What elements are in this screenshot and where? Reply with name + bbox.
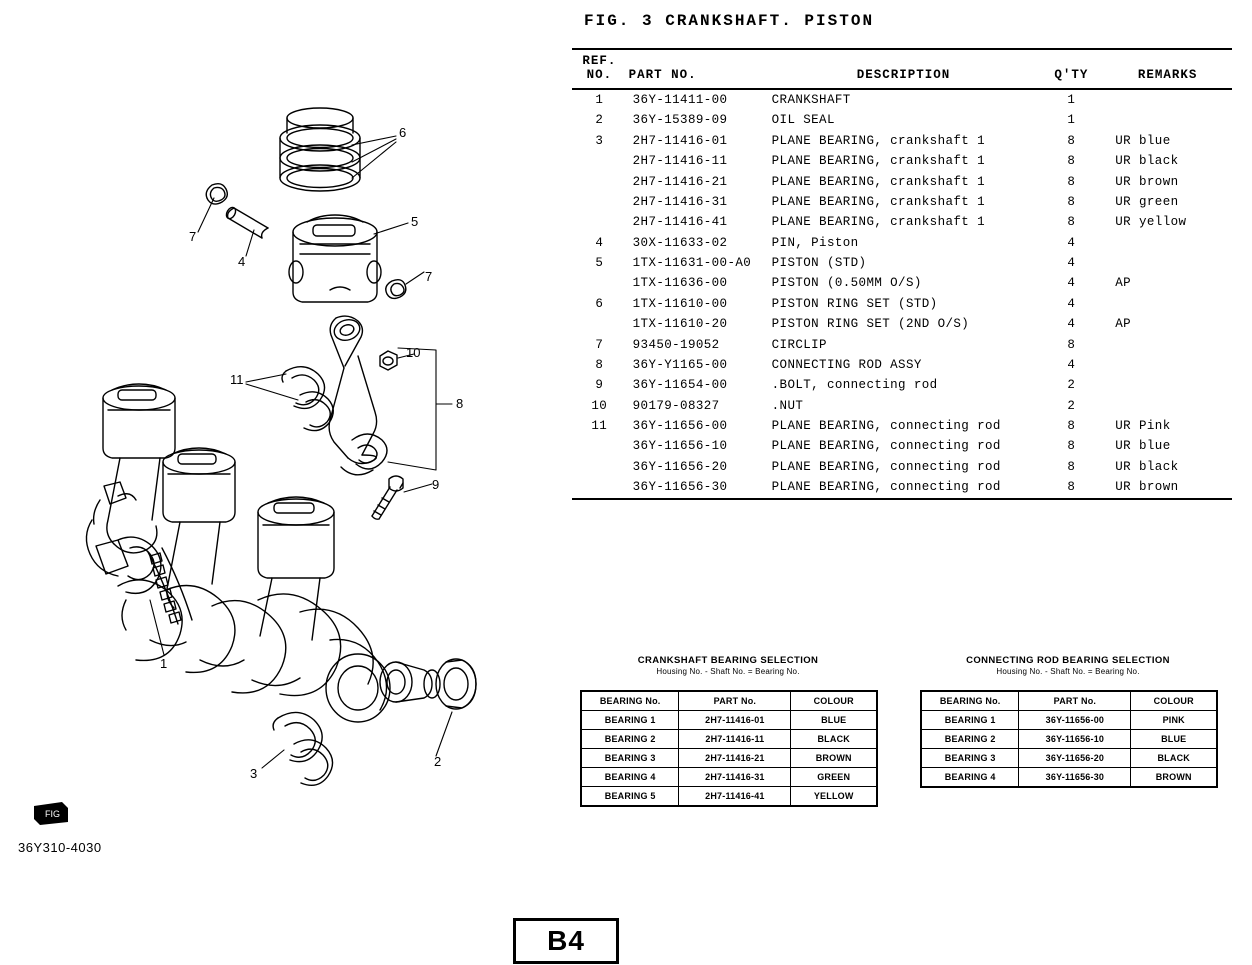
cell-remarks: UR brown bbox=[1115, 174, 1179, 189]
table-row bbox=[572, 375, 1232, 395]
crank-selection-caption bbox=[580, 655, 876, 676]
table-row bbox=[572, 335, 1232, 355]
cell-ref-no: 1 bbox=[595, 93, 604, 107]
cell-qty: 4 bbox=[1067, 235, 1076, 250]
callout-11: 11 bbox=[230, 372, 244, 387]
rod-selection-row bbox=[922, 768, 1217, 787]
callout-9: 9 bbox=[432, 477, 440, 492]
connecting-rod-bearing-drawing bbox=[282, 367, 333, 431]
cell-ref-no: 11 bbox=[591, 419, 608, 433]
callout-5: 5 bbox=[411, 214, 419, 229]
crank-selection-row bbox=[582, 730, 877, 749]
callout-8: 8 bbox=[456, 396, 464, 411]
cell-ref-no: 6 bbox=[595, 296, 604, 311]
rod-selection-cell-col: BLUE bbox=[1131, 730, 1217, 749]
cell-remarks: UR Pink bbox=[1115, 419, 1171, 433]
crank-selection-cell-pno: 2H7-11416-31 bbox=[679, 768, 791, 787]
cell-description: CRANKSHAFT bbox=[771, 93, 851, 107]
table-row bbox=[572, 172, 1232, 192]
cell-qty: 4 bbox=[1067, 256, 1076, 270]
piston-ring-set-drawing bbox=[280, 108, 360, 191]
crank-selection-cell-col: BLUE bbox=[791, 711, 877, 730]
callout-7a: 7 bbox=[189, 229, 197, 244]
crank-col-part-no: PART No. bbox=[679, 692, 791, 711]
cell-ref-no bbox=[572, 273, 627, 293]
crank-selection-cell-bno: BEARING 1 bbox=[582, 711, 679, 730]
crank-selection-cell-bno: BEARING 4 bbox=[582, 768, 679, 787]
cell-ref-no bbox=[572, 314, 627, 334]
column-header-remarks: REMARKS bbox=[1103, 49, 1232, 89]
rod-selection-cell-bno: BEARING 3 bbox=[922, 749, 1019, 768]
crank-selection-cell-pno: 2H7-11416-11 bbox=[679, 730, 791, 749]
table-row bbox=[572, 477, 1232, 498]
rod-selection-cell-bno: BEARING 4 bbox=[922, 768, 1019, 787]
crank-selection-row bbox=[582, 787, 877, 806]
cell-description: PLANE BEARING, connecting rod bbox=[771, 480, 1001, 495]
rod-selection-table bbox=[921, 691, 1217, 787]
cell-description: .BOLT, connecting rod bbox=[771, 378, 938, 393]
crank-selection-table-wrap bbox=[580, 690, 878, 807]
cell-ref-no: 2 bbox=[595, 113, 604, 128]
cell-part-no: 36Y-15389-09 bbox=[632, 113, 728, 128]
cell-ref-no: 7 bbox=[595, 337, 604, 352]
table-row bbox=[572, 273, 1232, 293]
cell-ref-no: 10 bbox=[591, 398, 608, 413]
cell-description: PLANE BEARING, crankshaft 1 bbox=[771, 154, 985, 169]
cell-part-no: 2H7-11416-01 bbox=[632, 133, 728, 148]
cell-ref-no bbox=[572, 212, 627, 232]
table-row bbox=[572, 212, 1232, 232]
rod-selection-cell-pno: 36Y-11656-20 bbox=[1019, 749, 1131, 768]
cell-part-no: 90179-08327 bbox=[632, 398, 720, 413]
crank-selection-cell-pno: 2H7-11416-41 bbox=[679, 787, 791, 806]
callout-4: 4 bbox=[238, 254, 246, 269]
table-row bbox=[572, 89, 1232, 110]
cell-remarks bbox=[1103, 294, 1232, 314]
table-row bbox=[572, 110, 1232, 130]
cell-qty: 8 bbox=[1067, 337, 1076, 352]
circlip-drawing bbox=[206, 184, 406, 299]
cell-description: PLANE BEARING, crankshaft 1 bbox=[771, 174, 985, 189]
cell-part-no: 36Y-11656-00 bbox=[632, 419, 728, 433]
parts-table-header bbox=[572, 49, 1232, 89]
bolt-drawing bbox=[372, 476, 403, 519]
cell-remarks: UR blue bbox=[1115, 133, 1171, 148]
rod-col-colour: COLOUR bbox=[1131, 692, 1217, 711]
crank-selection-row bbox=[582, 711, 877, 730]
cell-remarks: UR blue bbox=[1115, 439, 1171, 454]
crank-selection-title: CRANKSHAFT BEARING SELECTION bbox=[637, 655, 819, 666]
callout-2: 2 bbox=[434, 754, 442, 769]
page-badge-label: B4 bbox=[547, 925, 585, 956]
cell-part-no: 93450-19052 bbox=[632, 337, 720, 352]
cell-ref-no bbox=[572, 436, 627, 456]
rod-selection-cell-col: BROWN bbox=[1131, 768, 1217, 787]
table-row bbox=[572, 436, 1232, 456]
rod-selection-caption bbox=[920, 655, 1216, 676]
nut-drawing bbox=[380, 351, 397, 370]
cell-qty: 4 bbox=[1067, 317, 1076, 332]
cell-description: OIL SEAL bbox=[771, 113, 835, 128]
cell-description: PLANE BEARING, connecting rod bbox=[771, 419, 1001, 433]
cell-qty: 4 bbox=[1067, 276, 1076, 291]
table-row bbox=[572, 314, 1232, 334]
figure-title: FIG. 3 CRANKSHAFT. PISTON bbox=[584, 12, 875, 30]
fig-logo-icon bbox=[32, 800, 70, 826]
cell-remarks bbox=[1103, 335, 1232, 355]
crank-selection-header-row bbox=[582, 692, 877, 711]
cell-ref-no: 3 bbox=[595, 133, 604, 148]
ref-header-line2: NO. bbox=[586, 68, 613, 82]
connecting-rod-drawing bbox=[329, 316, 387, 475]
cell-description: PIN, Piston bbox=[771, 235, 859, 250]
cell-part-no: 2H7-11416-11 bbox=[632, 154, 728, 169]
crank-col-colour: COLOUR bbox=[791, 692, 877, 711]
cell-remarks bbox=[1103, 89, 1232, 110]
cell-ref-no bbox=[572, 477, 627, 498]
table-row bbox=[572, 253, 1232, 273]
cell-part-no: 36Y-11411-00 bbox=[632, 93, 728, 107]
cell-description: PISTON (0.50MM O/S) bbox=[771, 276, 922, 291]
crank-selection-cell-col: GREEN bbox=[791, 768, 877, 787]
column-header-ref-no bbox=[572, 49, 627, 89]
rod-selection-title: CONNECTING ROD BEARING SELECTION bbox=[966, 655, 1170, 666]
crank-selection-cell-col: YELLOW bbox=[791, 787, 877, 806]
piston-pin-drawing bbox=[225, 206, 268, 238]
cell-description: CIRCLIP bbox=[771, 337, 827, 352]
cell-remarks: AP bbox=[1115, 317, 1132, 332]
cell-part-no: 1TX-11610-00 bbox=[632, 296, 728, 311]
callout-10: 10 bbox=[406, 345, 421, 360]
cell-qty: 1 bbox=[1067, 113, 1076, 128]
cell-qty: 2 bbox=[1067, 378, 1076, 393]
cell-qty: 1 bbox=[1067, 93, 1076, 107]
cell-remarks: UR brown bbox=[1115, 480, 1179, 495]
cell-description: PLANE BEARING, connecting rod bbox=[771, 459, 1001, 474]
cell-remarks: UR black bbox=[1115, 154, 1179, 169]
parts-list-panel bbox=[572, 0, 1240, 900]
crank-col-bearing-no: BEARING No. bbox=[582, 692, 679, 711]
cell-part-no: 1TX-11610-20 bbox=[632, 317, 728, 332]
crank-selection-subtitle: Housing No. - Shaft No. = Bearing No. bbox=[656, 667, 800, 676]
cell-description: PISTON RING SET (2ND O/S) bbox=[771, 317, 970, 332]
crank-selection-row bbox=[582, 749, 877, 768]
rod-selection-row bbox=[922, 730, 1217, 749]
cell-part-no: 36Y-11656-20 bbox=[632, 459, 728, 474]
table-row bbox=[572, 396, 1232, 416]
crank-selection-cell-pno: 2H7-11416-21 bbox=[679, 749, 791, 768]
rod-selection-cell-bno: BEARING 1 bbox=[922, 711, 1019, 730]
cell-remarks bbox=[1103, 233, 1232, 253]
rod-selection-subtitle: Housing No. - Shaft No. = Bearing No. bbox=[996, 667, 1140, 676]
cell-ref-no: 4 bbox=[595, 235, 604, 250]
page-badge bbox=[513, 918, 619, 964]
cell-part-no: 36Y-11656-10 bbox=[632, 439, 728, 454]
cell-part-no: 2H7-11416-41 bbox=[632, 215, 728, 230]
table-row bbox=[572, 151, 1232, 171]
ref-header-line1: REF. bbox=[582, 54, 617, 68]
table-row bbox=[572, 416, 1232, 436]
table-row bbox=[572, 233, 1232, 253]
rod-selection-cell-bno: BEARING 2 bbox=[922, 730, 1019, 749]
cell-part-no: 36Y-11654-00 bbox=[632, 378, 728, 393]
cell-part-no: 1TX-11631-00-A0 bbox=[632, 256, 752, 270]
piston-drawing bbox=[289, 215, 381, 302]
cell-description: PLANE BEARING, crankshaft 1 bbox=[771, 194, 985, 209]
cell-remarks bbox=[1103, 355, 1232, 375]
table-row bbox=[572, 355, 1232, 375]
rod-col-bearing-no: BEARING No. bbox=[922, 692, 1019, 711]
parts-table bbox=[572, 48, 1232, 500]
cell-description: PISTON RING SET (STD) bbox=[771, 296, 938, 311]
cell-qty: 2 bbox=[1067, 398, 1076, 413]
crankshaft-assembly-drawing bbox=[86, 384, 476, 722]
table-row bbox=[572, 294, 1232, 314]
cell-remarks bbox=[1103, 396, 1232, 416]
cell-remarks: UR black bbox=[1115, 459, 1179, 474]
cell-part-no: 2H7-11416-31 bbox=[632, 194, 728, 209]
crank-selection-row bbox=[582, 768, 877, 787]
cell-description: PLANE BEARING, crankshaft 1 bbox=[771, 215, 985, 230]
column-header-description: DESCRIPTION bbox=[768, 49, 1040, 89]
rod-selection-body bbox=[922, 711, 1217, 787]
exploded-view-drawing bbox=[0, 0, 560, 900]
cell-remarks: UR green bbox=[1115, 194, 1179, 209]
cell-qty: 4 bbox=[1067, 357, 1076, 372]
crank-selection-cell-col: BLACK bbox=[791, 730, 877, 749]
callout-1: 1 bbox=[160, 656, 168, 671]
table-row bbox=[572, 457, 1232, 477]
table-row bbox=[572, 192, 1232, 212]
column-header-part-no: PART NO. bbox=[627, 49, 768, 89]
cell-qty: 8 bbox=[1067, 194, 1076, 209]
fig-logo-text: FIG bbox=[45, 809, 60, 819]
cell-description: .NUT bbox=[771, 398, 804, 413]
cell-part-no: 36Y-11656-30 bbox=[632, 480, 728, 495]
cell-ref-no: 8 bbox=[595, 357, 604, 372]
crank-selection-cell-bno: BEARING 3 bbox=[582, 749, 679, 768]
cell-description: PISTON (STD) bbox=[771, 256, 867, 270]
crank-selection-cell-bno: BEARING 5 bbox=[582, 787, 679, 806]
cell-ref-no bbox=[572, 192, 627, 212]
crankshaft-bearing-drawing bbox=[273, 712, 332, 785]
cell-ref-no: 5 bbox=[595, 256, 604, 270]
rod-selection-row bbox=[922, 711, 1217, 730]
cell-qty: 8 bbox=[1067, 154, 1076, 169]
parts-table-header-row bbox=[572, 49, 1232, 89]
callout-7b: 7 bbox=[425, 269, 433, 284]
cell-remarks bbox=[1103, 110, 1232, 130]
cell-part-no: 1TX-11636-00 bbox=[632, 276, 728, 291]
rod-selection-cell-col: PINK bbox=[1131, 711, 1217, 730]
drawing-code: 36Y310-4030 bbox=[18, 840, 102, 855]
crank-selection-cell-col: BROWN bbox=[791, 749, 877, 768]
cell-remarks bbox=[1103, 375, 1232, 395]
cell-description: PLANE BEARING, connecting rod bbox=[771, 439, 1001, 454]
cell-qty: 4 bbox=[1067, 296, 1076, 311]
cell-ref-no bbox=[572, 172, 627, 192]
cell-ref-no bbox=[572, 151, 627, 171]
callout-3: 3 bbox=[250, 766, 258, 781]
rod-selection-header-row bbox=[922, 692, 1217, 711]
crank-selection-cell-bno: BEARING 2 bbox=[582, 730, 679, 749]
cell-description: PLANE BEARING, crankshaft 1 bbox=[771, 133, 985, 148]
cell-qty: 8 bbox=[1067, 174, 1076, 189]
cell-remarks bbox=[1103, 253, 1232, 273]
cell-description: CONNECTING ROD ASSY bbox=[771, 357, 922, 372]
rod-selection-cell-pno: 36Y-11656-00 bbox=[1019, 711, 1131, 730]
cell-remarks: UR yellow bbox=[1115, 215, 1187, 230]
rod-selection-cell-col: BLACK bbox=[1131, 749, 1217, 768]
rod-col-part-no: PART No. bbox=[1019, 692, 1131, 711]
cell-remarks: AP bbox=[1115, 276, 1132, 291]
cell-part-no: 2H7-11416-21 bbox=[632, 174, 728, 189]
cell-qty: 8 bbox=[1067, 419, 1076, 433]
rod-selection-cell-pno: 36Y-11656-10 bbox=[1019, 730, 1131, 749]
crank-selection-body bbox=[582, 711, 877, 806]
cell-qty: 8 bbox=[1067, 439, 1076, 454]
cell-ref-no: 9 bbox=[595, 378, 604, 393]
table-row bbox=[572, 131, 1232, 151]
crank-selection-table bbox=[581, 691, 877, 806]
rod-selection-table-wrap bbox=[920, 690, 1218, 788]
crank-selection-cell-pno: 2H7-11416-01 bbox=[679, 711, 791, 730]
rod-selection-row bbox=[922, 749, 1217, 768]
column-header-qty: Q'TY bbox=[1039, 49, 1103, 89]
cell-qty: 8 bbox=[1067, 215, 1076, 230]
cell-qty: 8 bbox=[1067, 133, 1076, 148]
parts-table-body bbox=[572, 89, 1232, 499]
cell-qty: 8 bbox=[1067, 459, 1076, 474]
parts-illustration bbox=[0, 0, 560, 900]
cell-ref-no bbox=[572, 457, 627, 477]
cell-part-no: 30X-11633-02 bbox=[632, 235, 728, 250]
rod-selection-cell-pno: 36Y-11656-30 bbox=[1019, 768, 1131, 787]
cell-qty: 8 bbox=[1067, 480, 1076, 495]
cell-part-no: 36Y-Y1165-00 bbox=[632, 357, 728, 372]
callout-6: 6 bbox=[399, 125, 407, 140]
